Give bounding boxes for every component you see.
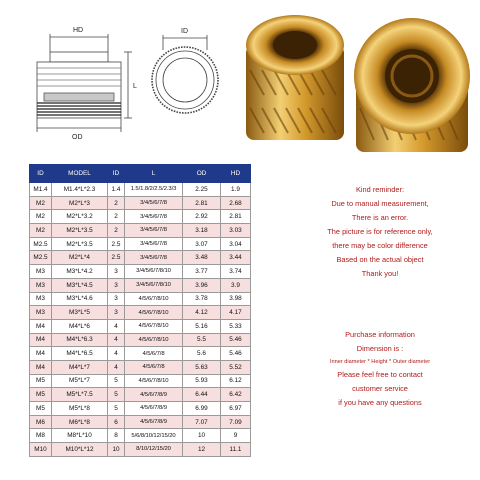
cell-hd: 3.04 [221,237,251,251]
cell-model: M6*L*8 [52,415,108,429]
cell-length: 4/5/6/7/8 [125,347,183,361]
cell-inner-id: 5 [108,402,125,416]
cell-model: M4*L*6.3 [52,333,108,347]
table-row [30,443,251,457]
table-row [30,402,251,416]
cell-inner-id: 2 [108,224,125,238]
cell-hd: 1.9 [221,183,251,197]
cell-inner-id: 2 [108,210,125,224]
cell-id: M3 [30,265,52,279]
dimension-label: Dimension is : [356,344,404,353]
cell-od: 5.16 [183,319,221,333]
cell-hd: 3.98 [221,292,251,306]
header-id: ID [30,165,52,183]
cell-od: 4.12 [183,306,221,320]
cell-hd: 3.44 [221,251,251,265]
cell-id: M10 [30,443,52,457]
cell-model: M2*L*3 [52,196,108,210]
reminder-line: Based on the actual object [336,255,424,264]
cell-length: 3/4/5/6/7/8 [125,210,183,224]
cell-length: 4/5/6/7/8/10 [125,306,183,320]
header-inner-id: ID [108,165,125,183]
spec-table [29,164,251,457]
cell-inner-id: 10 [108,443,125,457]
cell-id: M2 [30,224,52,238]
cell-od: 10 [183,429,221,443]
cell-model: M3*L*4.6 [52,292,108,306]
cell-hd: 9 [221,429,251,443]
product-photo [236,0,480,160]
help-line: if you have any questions [338,398,422,407]
cell-hd: 11.1 [221,443,251,457]
table-row [30,292,251,306]
cell-id: M4 [30,360,52,374]
cell-model: M10*L*12 [52,443,108,457]
cell-od: 6.44 [183,388,221,402]
cell-model: M2*L*4 [52,251,108,265]
front-view-drawing [152,35,218,113]
id-label: ID [181,28,188,35]
cell-model: M3*L*5 [52,306,108,320]
header-od: OD [183,165,221,183]
cell-id: M2 [30,210,52,224]
cell-model: M4*L*6.5 [52,347,108,361]
table-row [30,388,251,402]
cell-hd: 2.81 [221,210,251,224]
header-model: MODEL [52,165,108,183]
l-label: L [133,83,137,90]
cell-length: 4/5/6/7/8/9 [125,402,183,416]
cell-length: 4/5/6/7/8/9 [125,415,183,429]
cell-hd: 5.52 [221,360,251,374]
table-row [30,319,251,333]
hd-label: HD [73,27,84,34]
side-view-drawing [37,34,132,132]
cell-hd: 3.03 [221,224,251,238]
table-row [30,183,251,197]
purchase-title: Purchase information [345,330,415,339]
cell-od: 3.48 [183,251,221,265]
cell-hd: 2.68 [221,196,251,210]
reminder-line: There is an error. [351,213,409,222]
cell-length: 3/4/5/6/7/8 [125,224,183,238]
cell-od: 12 [183,443,221,457]
contact-line: Please feel free to contact [337,370,423,379]
cell-model: M8*L*10 [52,429,108,443]
cell-model: M2*L*3.5 [52,224,108,238]
cell-hd: 3.9 [221,278,251,292]
cell-od: 2.92 [183,210,221,224]
purchase-information [290,328,470,410]
table-row [30,224,251,238]
cell-id: M3 [30,278,52,292]
cell-od: 3.07 [183,237,221,251]
cell-id: M2.5 [30,251,52,265]
cell-od: 7.07 [183,415,221,429]
cell-model: M3*L*4.5 [52,278,108,292]
cell-id: M5 [30,402,52,416]
cell-length: 3/4/5/6/7/8/10 [125,265,183,279]
cell-hd: 5.33 [221,319,251,333]
table-row [30,210,251,224]
cell-od: 2.25 [183,183,221,197]
cell-model: M5*L*8 [52,402,108,416]
service-line: customer service [352,384,408,393]
cell-id: M6 [30,415,52,429]
cell-model: M5*L*7.5 [52,388,108,402]
reminder-line: Thank you! [361,269,399,278]
header-length: L [125,165,183,183]
table-row [30,415,251,429]
cell-length: 3/4/5/6/7/8 [125,196,183,210]
cell-od: 3.77 [183,265,221,279]
cell-inner-id: 3 [108,292,125,306]
cell-id: M1.4 [30,183,52,197]
reminder-line: there may be color difference [332,241,428,250]
cell-length: 8/10/12/15/20 [125,443,183,457]
cell-od: 3.96 [183,278,221,292]
table-row [30,306,251,320]
cell-id: M4 [30,319,52,333]
table-row [30,265,251,279]
cell-od: 5.93 [183,374,221,388]
cell-inner-id: 5 [108,374,125,388]
cell-hd: 5.46 [221,347,251,361]
cell-length: 3/4/5/6/7/8/10 [125,278,183,292]
cell-id: M4 [30,333,52,347]
kind-reminder [290,183,470,281]
table-row [30,237,251,251]
cell-od: 2.81 [183,196,221,210]
cell-inner-id: 2.5 [108,237,125,251]
cell-model: M2*L*3.5 [52,237,108,251]
cell-id: M5 [30,374,52,388]
cell-inner-id: 8 [108,429,125,443]
cell-hd: 7.09 [221,415,251,429]
cell-hd: 6.12 [221,374,251,388]
table-header-row [30,165,251,183]
cell-model: M4*L*7 [52,360,108,374]
cell-length: 4/5/6/7/8/10 [125,374,183,388]
spec-table-body [30,183,251,457]
cell-inner-id: 2.5 [108,251,125,265]
cell-id: M5 [30,388,52,402]
cell-inner-id: 1.4 [108,183,125,197]
cell-model: M5*L*7 [52,374,108,388]
cell-length: 4/5/6/7/8/10 [125,319,183,333]
cell-inner-id: 4 [108,319,125,333]
cell-od: 3.78 [183,292,221,306]
header-hd: HD [221,165,251,183]
cell-model: M2*L*3.2 [52,210,108,224]
cell-hd: 4.17 [221,306,251,320]
cell-model: M4*L*6 [52,319,108,333]
cell-hd: 3.74 [221,265,251,279]
cell-length: 4/5/6/7/8/9 [125,388,183,402]
cell-od: 5.6 [183,347,221,361]
cell-inner-id: 2 [108,196,125,210]
cell-length: 4/5/6/7/8/10 [125,292,183,306]
cell-length: 1.5/1.8/2/2.5/2.3/3 [125,183,183,197]
table-row [30,347,251,361]
cell-model: M3*L*4.2 [52,265,108,279]
cell-id: M4 [30,347,52,361]
od-label: OD [72,134,83,141]
reminder-line: Due to manual measurement, [331,199,429,208]
reminder-line: Kind reminder: [355,185,405,194]
cell-id: M8 [30,429,52,443]
reminder-line: The picture is for reference only, [327,227,433,236]
table-row [30,333,251,347]
cell-hd: 6.42 [221,388,251,402]
table-row [30,196,251,210]
cell-inner-id: 4 [108,333,125,347]
cell-id: M2 [30,196,52,210]
cell-id: M3 [30,292,52,306]
cell-inner-id: 3 [108,278,125,292]
table-row [30,251,251,265]
table-row [30,374,251,388]
cell-length: 4/5/6/7/8/10 [125,333,183,347]
cell-inner-id: 4 [108,347,125,361]
cell-hd: 5.46 [221,333,251,347]
brass-insert-right [354,18,470,152]
cell-od: 5.63 [183,360,221,374]
cell-od: 5.5 [183,333,221,347]
cell-od: 6.99 [183,402,221,416]
brass-insert-left [246,15,344,140]
cell-inner-id: 5 [108,388,125,402]
cell-inner-id: 6 [108,415,125,429]
cell-inner-id: 4 [108,360,125,374]
cell-inner-id: 3 [108,265,125,279]
cell-id: M2.5 [30,237,52,251]
table-row [30,278,251,292]
cell-length: 3/4/5/6/7/8 [125,237,183,251]
cell-od: 3.18 [183,224,221,238]
dimension-formula: Inner diameter * Height * Outer diameter [329,359,431,365]
cell-id: M3 [30,306,52,320]
cell-length: 3/4/5/6/7/8 [125,251,183,265]
table-row [30,360,251,374]
cell-hd: 6.97 [221,402,251,416]
cell-model: M1.4*L*2.3 [52,183,108,197]
cell-length: 4/5/6/7/8 [125,360,183,374]
cell-inner-id: 3 [108,306,125,320]
table-row [30,429,251,443]
cell-length: 5/6/8/10/12/15/20 [125,429,183,443]
